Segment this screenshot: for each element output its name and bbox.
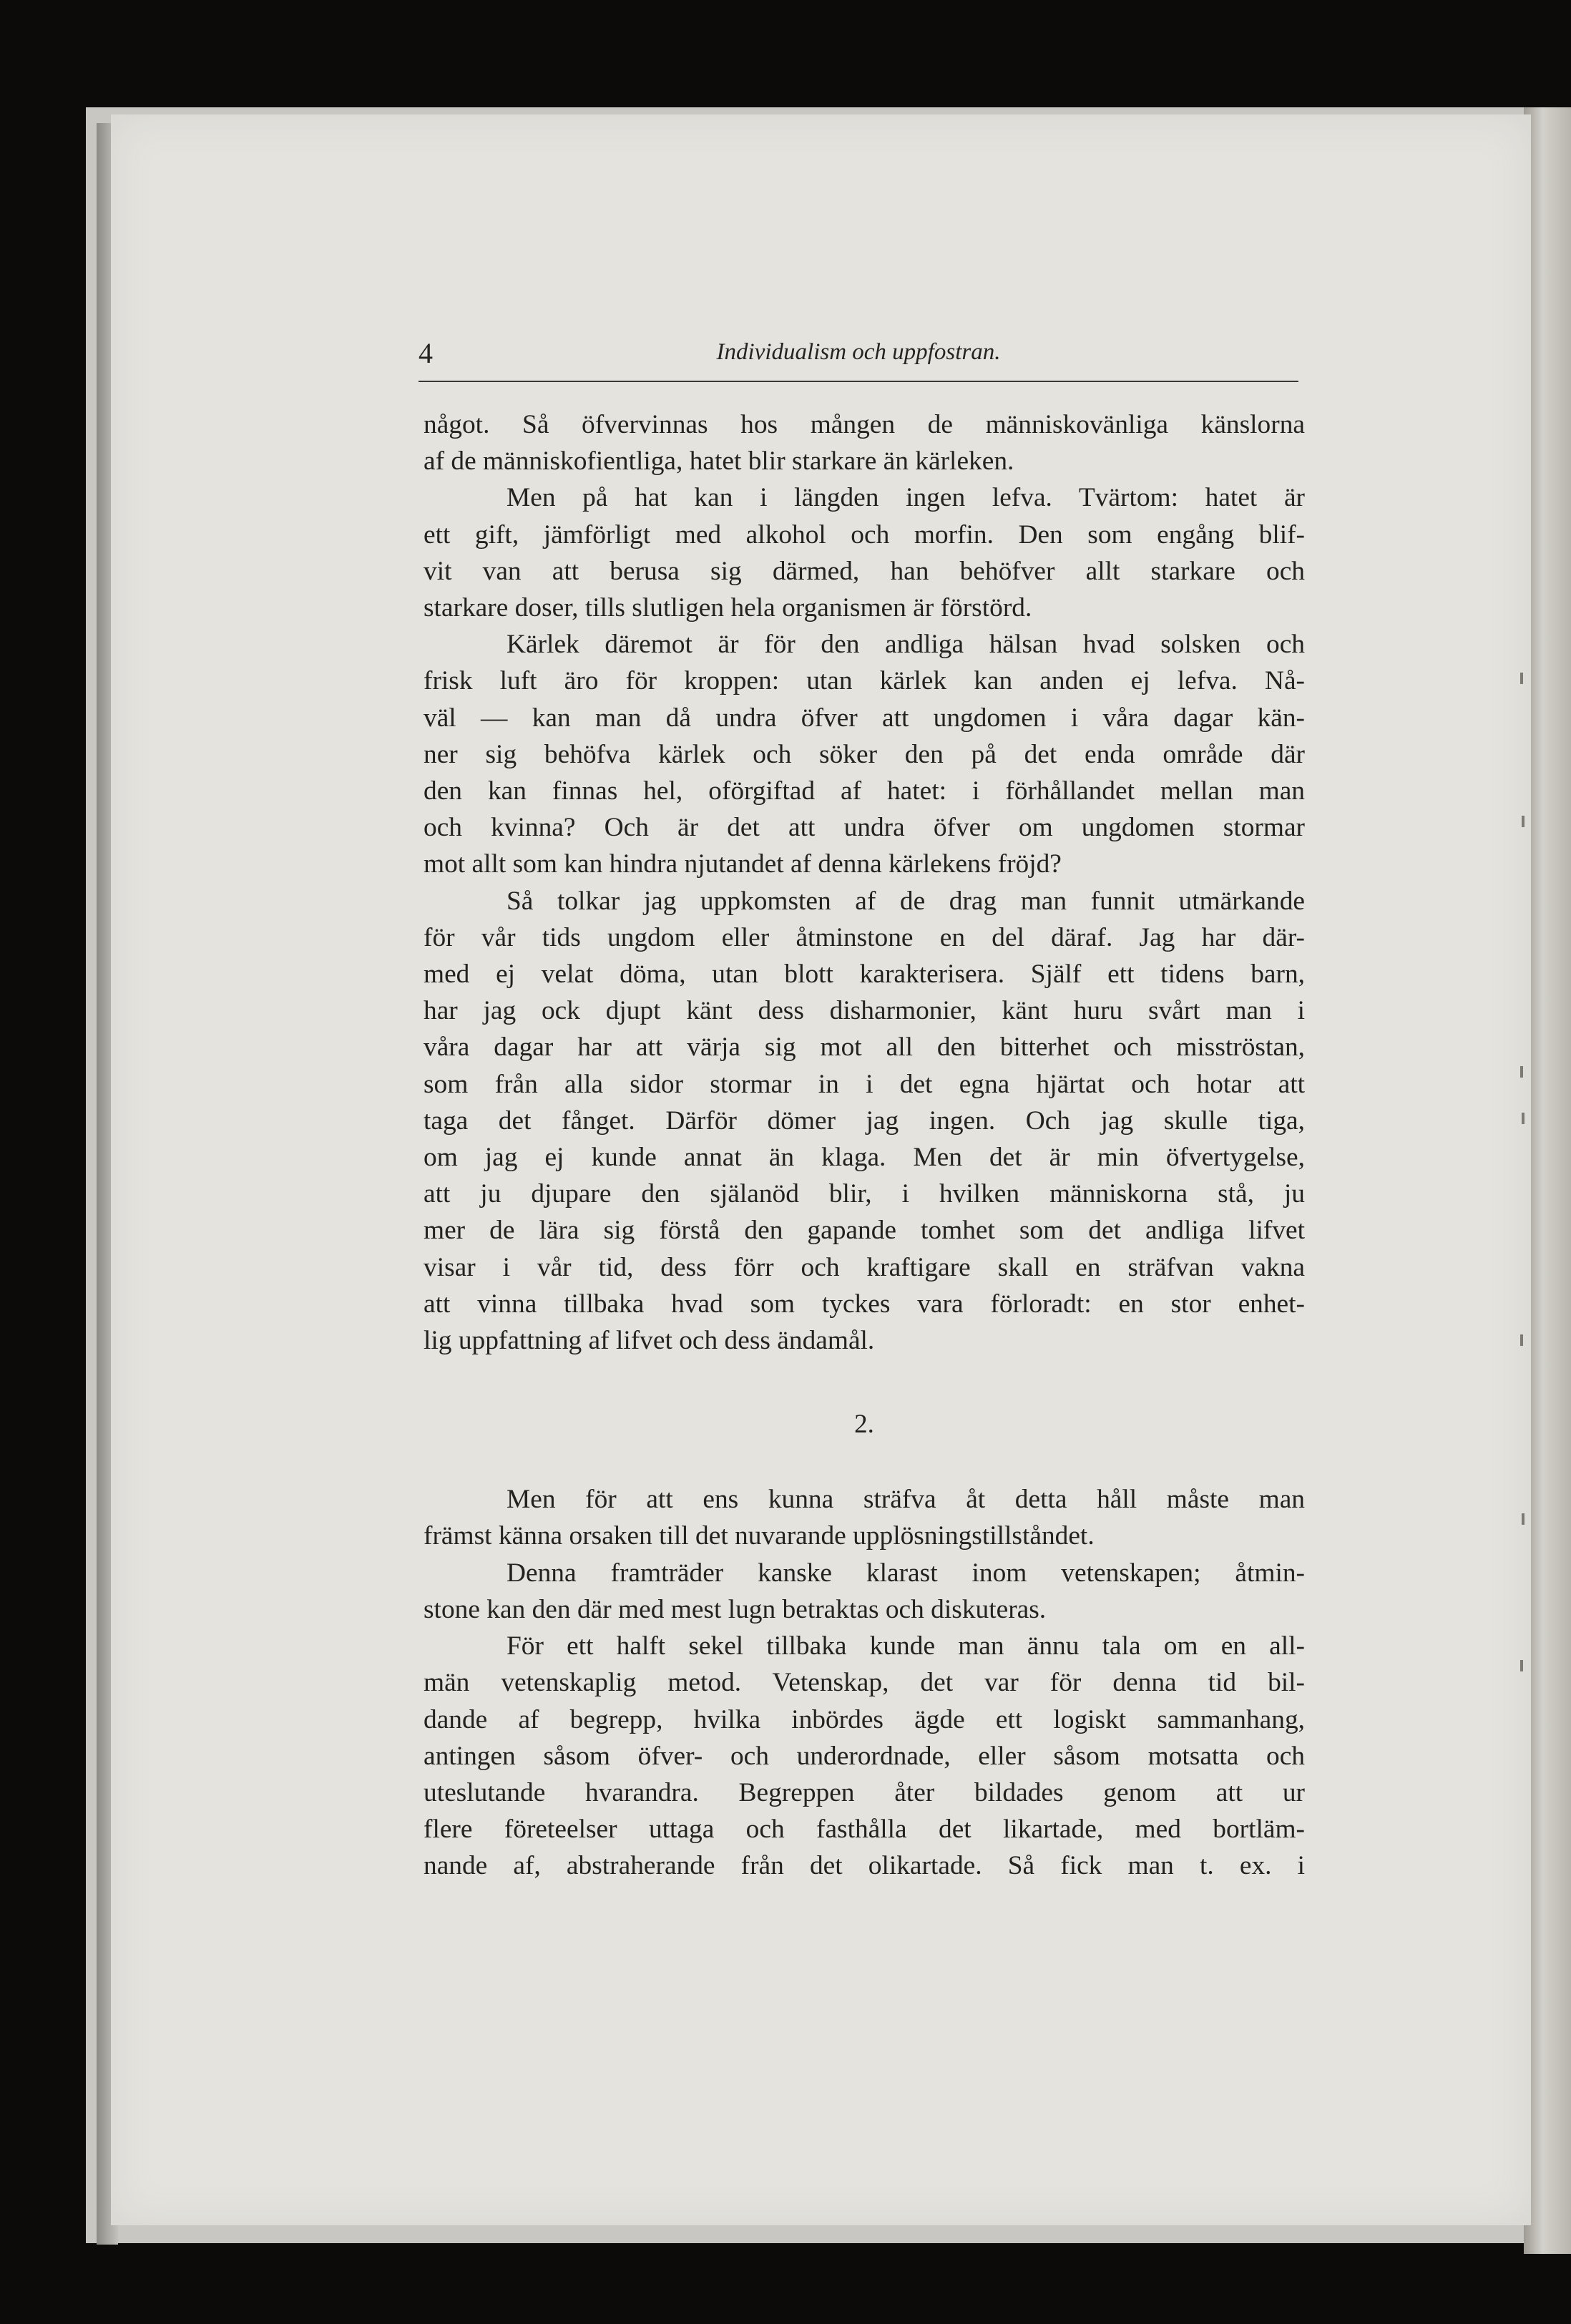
text-line: flere företeelser uttaga och fasthålla det likartade, med bortläm- (424, 1815, 1305, 1845)
text-line: och kvinna? Och är det att undra öfver om ungdomen stormar (424, 813, 1305, 843)
text-line: Kärlek däremot är för den andliga hälsan hvad solsken och (506, 630, 1305, 660)
text-line: om jag ej kunde annat än klaga. Men det är min öfvertygelse, (424, 1143, 1305, 1173)
text-line: uteslutande hvarandra. Begreppen åter bildades genom att ur (424, 1777, 1305, 1807)
paragraphs-part-2 (424, 1481, 1305, 1884)
text-line: Men för att ens kunna sträfva åt detta håll måste man (506, 1485, 1305, 1515)
text-line: ner sig behöfva kärlek och söker den på det enda område där (424, 739, 1305, 769)
text-line: väl — kan man då undra öfver att ungdomen i våra dagar kän- (424, 703, 1305, 733)
body-text (424, 406, 1305, 1885)
text-line: mer de lära sig förstå den gapande tomhet som det andliga lifvet (424, 1216, 1305, 1246)
text-line: något. Så öfvervinnas hos mången de människovänliga känslorna (424, 410, 1305, 439)
binding-stitch (1522, 816, 1524, 827)
text-line: ett gift, jämförligt med alkohol och morfin. Den som engång blif- (424, 519, 1305, 550)
text-line: att ju djupare den själanöd blir, i hvilken människorna stå, ju (424, 1179, 1305, 1209)
text-line: frisk luft äro för kroppen: utan kärlek kan anden ej lefva. Nå- (424, 666, 1305, 696)
binding-stitch (1522, 1513, 1524, 1525)
binding-stitch (1522, 1113, 1524, 1124)
binding-stitch (1520, 1066, 1523, 1078)
text-line: stone kan den där med mest lugn betraktas och diskuteras. (424, 1594, 1047, 1624)
text-line: dande af begrepp, hvilka inbördes ägde ett logiskt sammanhang, (424, 1704, 1305, 1734)
binding-stitch (1520, 1334, 1523, 1346)
text-line: lig uppfattning af lifvet och dess ändamål. (424, 1326, 875, 1356)
text-line: har jag ock djupt känt dess disharmonier, känt huru svårt man i (424, 996, 1305, 1026)
text-line: för vår tids ungdom eller åtminstone en del däraf. Jag har där- (424, 922, 1305, 952)
text-line: att vinna tillbaka hvad som tyckes vara förloradt: en stor enhet- (424, 1289, 1305, 1319)
binding-stitch (1520, 1660, 1523, 1671)
page-number: 4 (419, 337, 433, 369)
section-number: 2. (854, 1410, 874, 1440)
text-line: taga det fånget. Därför dömer jag ingen. Och jag skulle tiga, (424, 1105, 1305, 1136)
text-line: främst känna orsaken till det nuvarande upplösningstillståndet. (424, 1521, 1095, 1551)
text-line: nande af, abstraherande från det olikartade. Så fick man t. ex. i (424, 1851, 1305, 1881)
text-line: Denna framträder kanske klarast inom vetenskapen; åtmin- (506, 1558, 1305, 1588)
binding-stitch (1520, 673, 1523, 684)
text-line: mot allt som kan hindra njutandet af denna kärlekens fröjd? (424, 849, 1062, 879)
text-line: antingen såsom öfver- och underordnade, eller såsom motsatta och (424, 1741, 1305, 1771)
text-line: våra dagar har att värja sig mot all den bitterhet och misströstan, (424, 1032, 1305, 1063)
text-line: som från alla sidor stormar in i det egna hjärtat och hotar att (424, 1069, 1305, 1099)
running-header (419, 336, 1298, 382)
text-line: af de människofientliga, hatet blir starkare än kärleken. (424, 446, 1014, 477)
text-line: visar i vår tid, dess förr och kraftigare skall en sträfvan vakna (424, 1252, 1305, 1282)
running-title: Individualism och uppfostran. (716, 339, 1001, 365)
text-line: den kan finnas hel, oförgiftad af hatet: i förhållandet mellan man (424, 776, 1305, 806)
text-line: med ej velat döma, utan blott karakterisera. Själf ett tidens barn, (424, 960, 1305, 990)
text-line: Så tolkar jag uppkomsten af de drag man funnit utmärkande (506, 886, 1305, 916)
text-line: starkare doser, tills slutligen hela organismen är förstörd. (424, 593, 1032, 623)
text-line: För ett halft sekel tillbaka kunde man ännu tala om en all- (506, 1631, 1305, 1661)
paragraphs-part-1 (424, 406, 1305, 1359)
text-line: män vetenskaplig metod. Vetenskap, det var för denna tid bil- (424, 1668, 1305, 1698)
text-line: Men på hat kan i längden ingen lefva. Tvärtom: hatet är (506, 483, 1305, 513)
text-line: vit van att berusa sig därmed, han behöfver allt starkare och (424, 556, 1305, 586)
